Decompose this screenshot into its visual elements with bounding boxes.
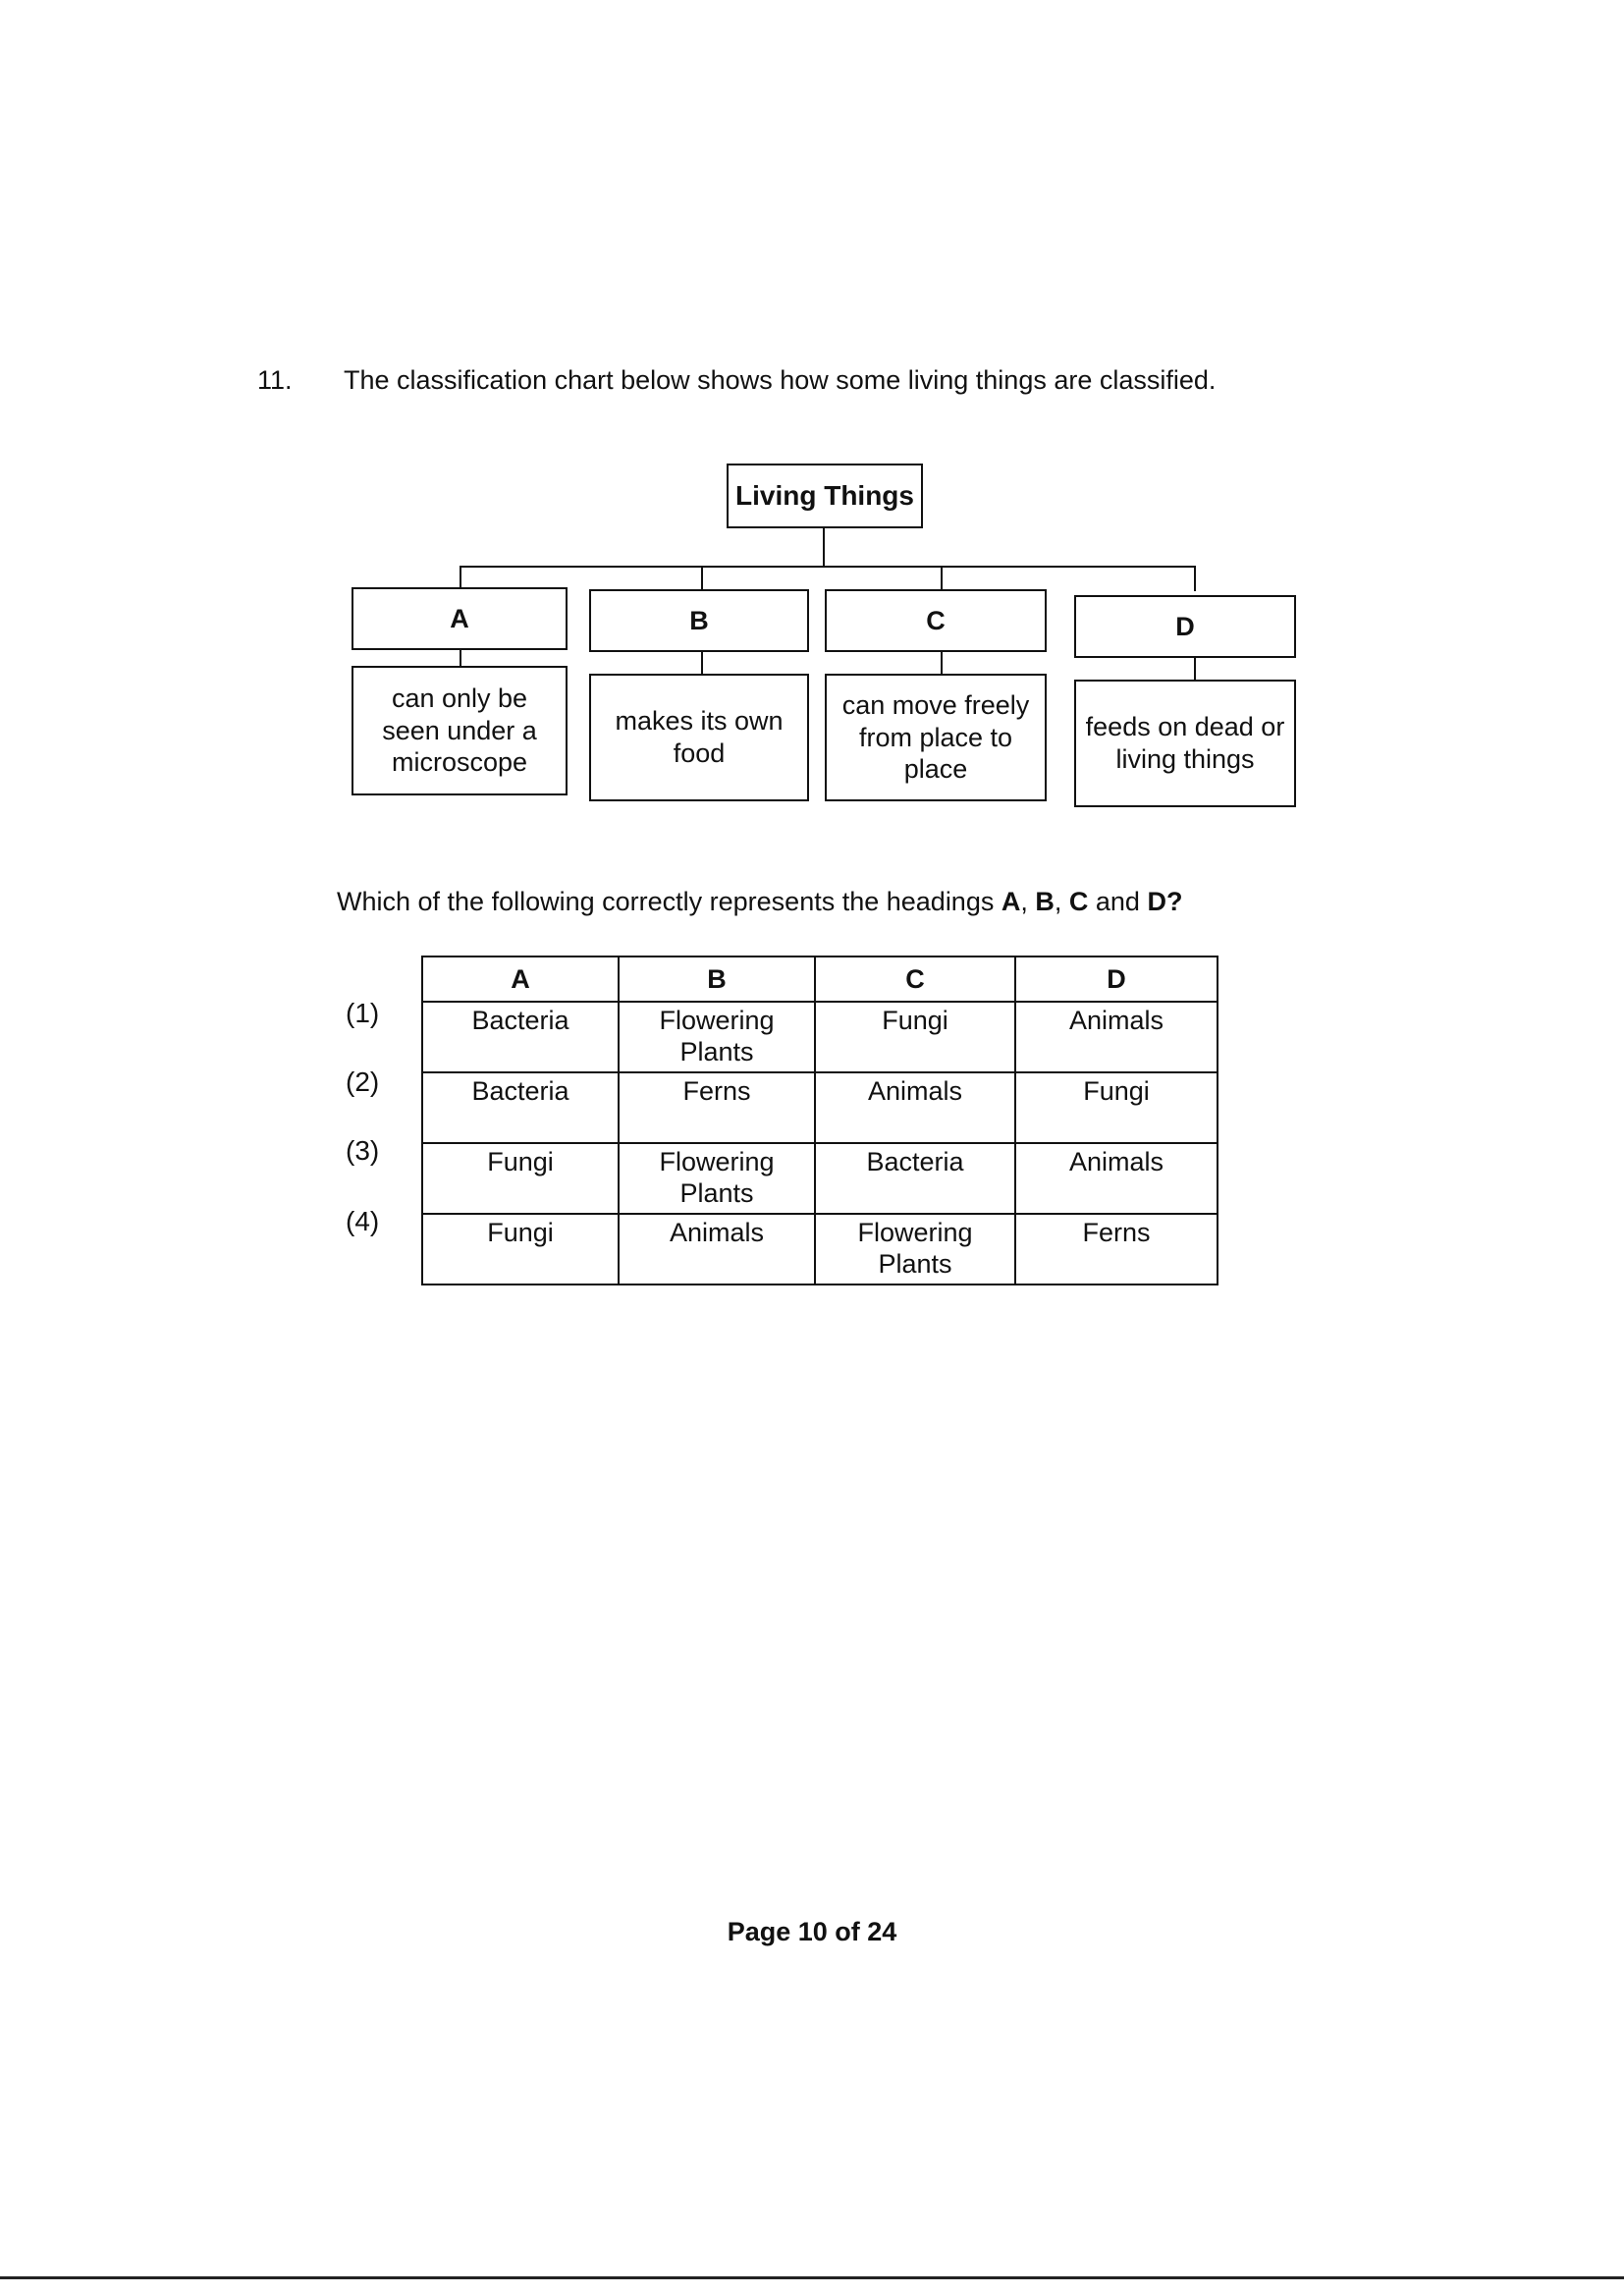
table-cell: Ferns: [619, 1072, 815, 1143]
question-number: 11.: [257, 365, 293, 395]
link-b: [701, 652, 703, 674]
table-cell: Flowering Plants: [815, 1214, 1015, 1285]
option-label-4[interactable]: (4): [346, 1206, 380, 1236]
description-box-a: can only be seen under a microscope: [352, 666, 568, 795]
table-header-row: [422, 957, 1218, 1002]
column-header-c: C: [815, 957, 1015, 1002]
column-header-a: A: [422, 957, 619, 1002]
option-label-2[interactable]: (2): [346, 1066, 380, 1097]
branch-a: [460, 566, 461, 587]
table-cell: Flowering Plants: [619, 1002, 815, 1072]
column-header-b: B: [619, 957, 815, 1002]
root-box: Living Things: [727, 464, 923, 528]
answer-prompt: Which of the following correctly represents the headings A, B, C and D?: [337, 887, 1183, 916]
page-number: Page 10 of 24: [727, 1917, 897, 1946]
option-label-3[interactable]: (3): [346, 1135, 380, 1166]
table-row[interactable]: [422, 1143, 1218, 1214]
column-header-d: D: [1015, 957, 1218, 1002]
table-cell: Bacteria: [815, 1143, 1015, 1214]
table-row[interactable]: [422, 1072, 1218, 1143]
option-label-1[interactable]: (1): [346, 998, 380, 1028]
table-cell: Fungi: [815, 1002, 1015, 1072]
link-c: [941, 652, 943, 674]
table-cell: Animals: [815, 1072, 1015, 1143]
table-cell: Fungi: [422, 1143, 619, 1214]
heading-box-b: B: [589, 589, 809, 652]
bottom-rule: [0, 2276, 1624, 2279]
table-row[interactable]: [422, 1002, 1218, 1072]
table-cell: Ferns: [1015, 1214, 1218, 1285]
description-box-c: can move freely from place to place: [825, 674, 1047, 801]
answer-table: [421, 956, 1218, 1285]
table-cell: Animals: [1015, 1143, 1218, 1214]
table-cell: Bacteria: [422, 1072, 619, 1143]
branch-d: [1194, 566, 1196, 591]
root-stem: [823, 528, 825, 568]
branch-b: [701, 566, 703, 589]
table-cell: Animals: [1015, 1002, 1218, 1072]
table-cell: Fungi: [422, 1214, 619, 1285]
table-cell: Animals: [619, 1214, 815, 1285]
table-cell: Fungi: [1015, 1072, 1218, 1143]
question-text: The classification chart below shows how some living things are classified.: [344, 365, 1217, 395]
branch-bar: [460, 566, 1196, 568]
heading-box-c: C: [825, 589, 1047, 652]
classification-chart: [0, 0, 1624, 884]
table-row[interactable]: [422, 1214, 1218, 1285]
description-box-d: feeds on dead or living things: [1074, 680, 1296, 807]
table-cell: Bacteria: [422, 1002, 619, 1072]
description-box-b: makes its own food: [589, 674, 809, 801]
table-cell: Flowering Plants: [619, 1143, 815, 1214]
heading-box-a: A: [352, 587, 568, 650]
heading-box-d: D: [1074, 595, 1296, 658]
link-d: [1194, 658, 1196, 680]
branch-c: [941, 566, 943, 589]
link-a: [460, 650, 461, 666]
